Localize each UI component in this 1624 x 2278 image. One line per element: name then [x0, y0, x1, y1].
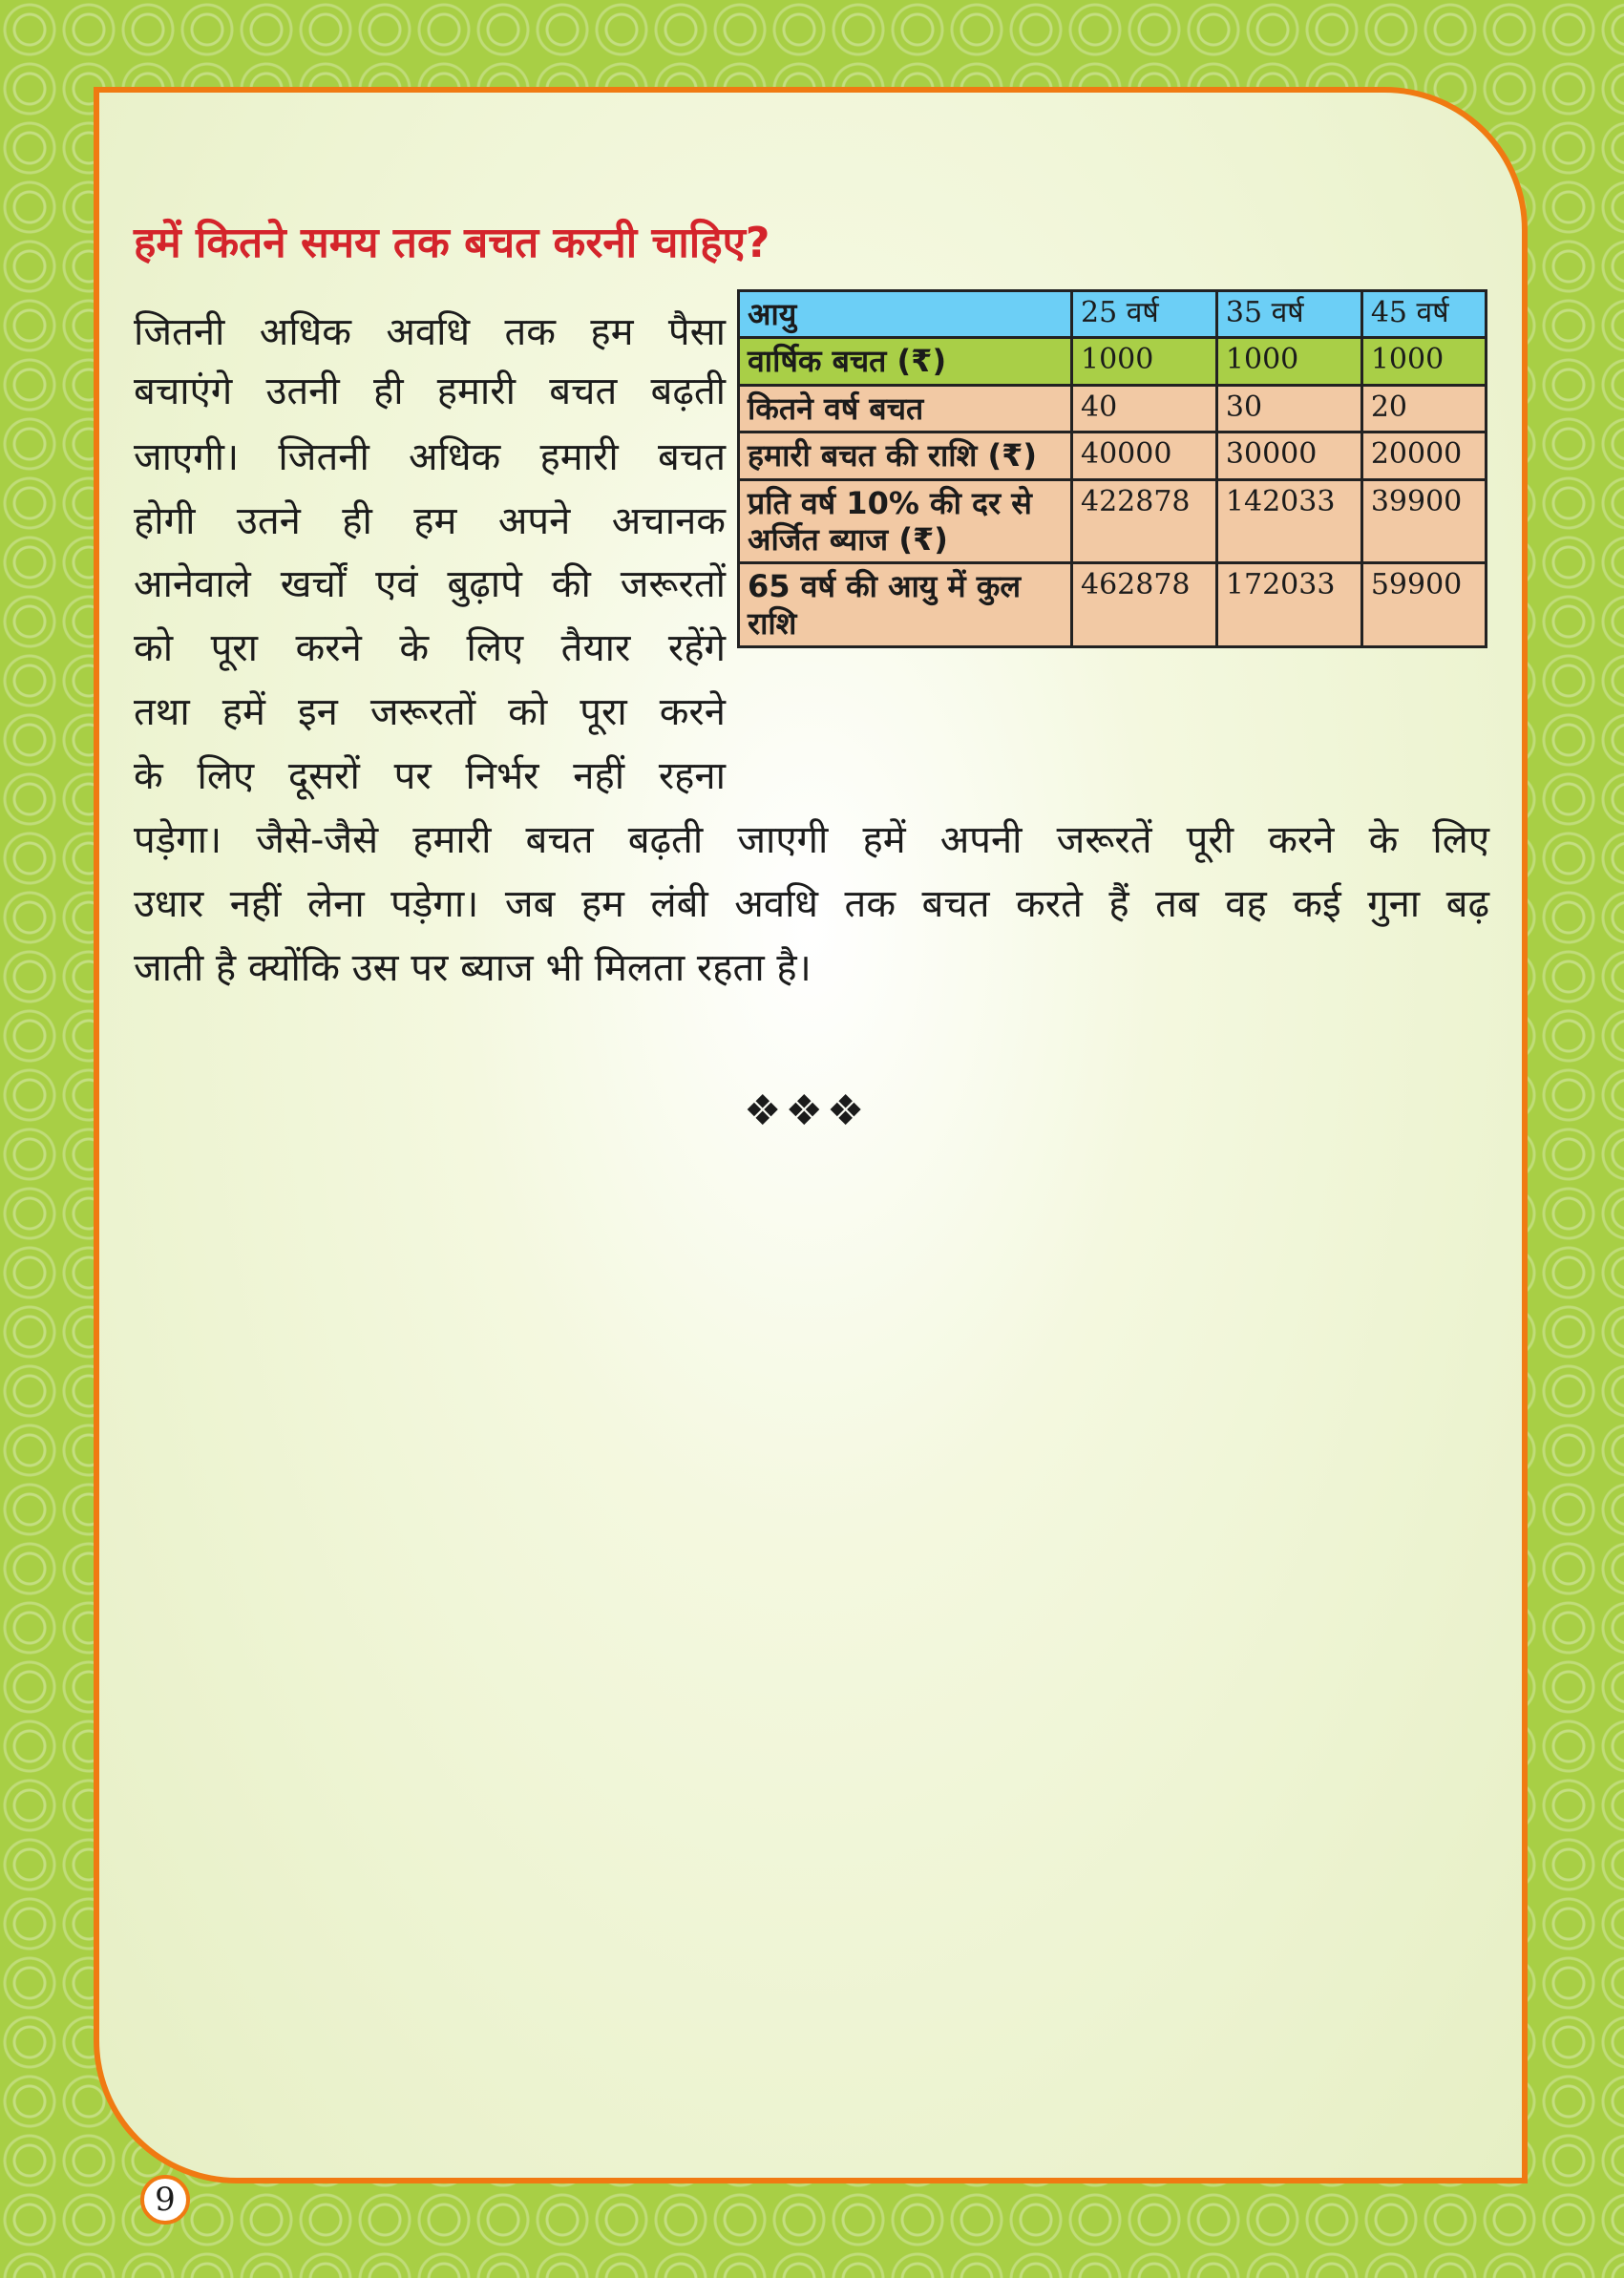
table-cell: 20 [1361, 385, 1486, 432]
table-cell: 45 वर्ष [1361, 291, 1486, 338]
section-separator: ❖❖❖ [744, 1086, 869, 1135]
table-cell: 1000 [1072, 338, 1217, 385]
paragraph-line: बचाएंगे उतनी ही हमारी बचत बढ़ती [134, 369, 726, 413]
table-row-age [739, 291, 1487, 338]
paragraph-line: होगी उतने ही हम अपने अचानक [134, 499, 726, 543]
table-row-interest [739, 479, 1487, 563]
paragraph-line: को पूरा करने के लिए तैयार रहेंगे [134, 626, 726, 670]
table-cell: 40 [1072, 385, 1217, 432]
table-cell: 35 वर्ष [1216, 291, 1361, 338]
row-label: कितने वर्ष बचत [739, 385, 1072, 432]
table-row-annual-saving [739, 338, 1487, 385]
savings-table [737, 289, 1487, 648]
row-label: 65 वर्ष की आयु में कुल राशि [739, 563, 1072, 647]
table-cell: 462878 [1072, 563, 1217, 647]
table-row-savings-amount [739, 432, 1487, 479]
row-label: प्रति वर्ष 10% की दर से अर्जित ब्याज (₹) [739, 479, 1072, 563]
table-cell: 59900 [1361, 563, 1486, 647]
paragraph-line: तथा हमें इन जरूरतों को पूरा करने [134, 690, 726, 734]
row-label: हमारी बचत की राशि (₹) [739, 432, 1072, 479]
table-cell: 20000 [1361, 432, 1486, 479]
paragraph-line: आनेवाले खर्चों एवं बुढ़ापे की जरूरतों [134, 562, 726, 606]
table-row-years [739, 385, 1487, 432]
table-cell: 30000 [1216, 432, 1361, 479]
table-cell: 40000 [1072, 432, 1217, 479]
table-cell: 142033 [1216, 479, 1361, 563]
row-label: आयु [739, 291, 1072, 338]
paragraph-line: उधार नहीं लेना पड़ेगा। जब हम लंबी अवधि तक बचत करते हैं तब वह कई गुना बढ़ [134, 882, 1489, 926]
section-heading: हमें कितने समय तक बचत करनी चाहिए? [134, 219, 770, 267]
table-cell: 1000 [1216, 338, 1361, 385]
paragraph-line: जितनी अधिक अवधि तक हम पैसा [134, 310, 726, 354]
table-cell: 25 वर्ष [1072, 291, 1217, 338]
page-number: 9 [140, 2175, 190, 2225]
paragraph-line: के लिए दूसरों पर निर्भर नहीं रहना [134, 754, 726, 798]
row-label: वार्षिक बचत (₹) [739, 338, 1072, 385]
table-cell: 422878 [1072, 479, 1217, 563]
table-cell: 30 [1216, 385, 1361, 432]
table-cell: 172033 [1216, 563, 1361, 647]
paragraph-line: जाती है क्योंकि उस पर ब्याज भी मिलता रहता है। [134, 946, 812, 990]
paragraph-line: पड़ेगा। जैसे-जैसे हमारी बचत बढ़ती जाएगी हमें अपनी जरूरतें पूरी करने के लिए [134, 818, 1489, 862]
paragraph-line: जाएगी। जितनी अधिक हमारी बचत [134, 435, 726, 479]
table-cell: 39900 [1361, 479, 1486, 563]
table-row-total [739, 563, 1487, 647]
table-cell: 1000 [1361, 338, 1486, 385]
